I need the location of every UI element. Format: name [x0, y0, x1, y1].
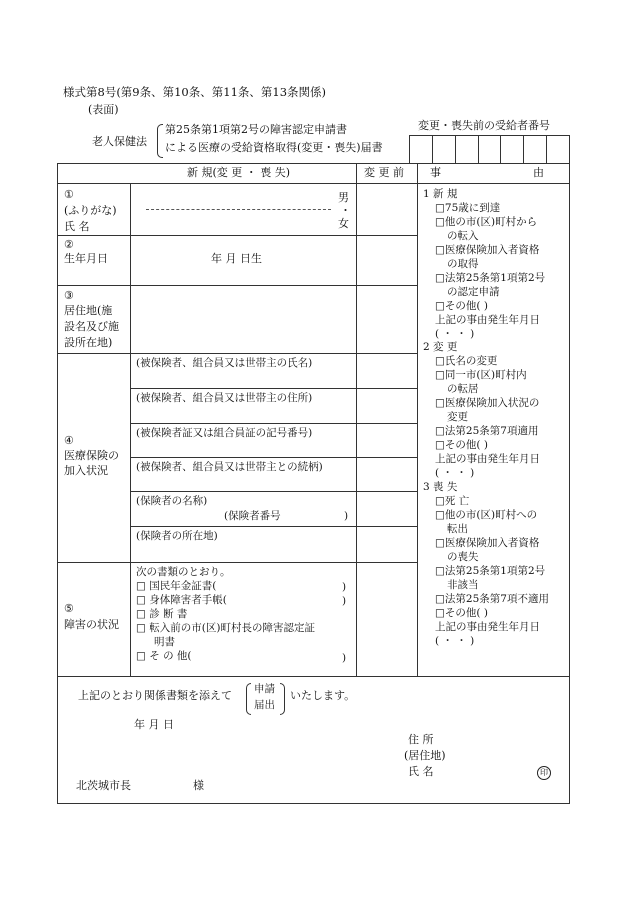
reason-loss-date[interactable]: ( ・ ・ ) [435, 634, 475, 647]
reason-loss-item-cont: の喪失 [447, 550, 479, 563]
reason-change-date[interactable]: ( ・ ・ ) [435, 467, 475, 480]
doc-other[interactable]: □ そ の 他( [136, 649, 192, 662]
reason-loss-item[interactable]: □他の市(区)町村への [435, 508, 538, 521]
statement-text: 上記のとおり関係書類を添えて [78, 689, 232, 702]
sex-male[interactable]: 男 [338, 191, 349, 204]
birthdate-label: 生年月日 [64, 252, 108, 265]
insurer-number-close: ) [344, 510, 349, 522]
row1-number: ① [64, 188, 74, 201]
doc-pension-certificate[interactable]: □ 国民年金証書( [136, 579, 217, 592]
furigana-dotted-line [146, 209, 331, 210]
reason-new-item-cont: の転入 [447, 229, 479, 242]
disability-label: 障害の状況 [64, 618, 119, 631]
birthdate-field[interactable]: 年 月 日生 [211, 252, 262, 265]
reason-new-date[interactable]: ( ・ ・ ) [435, 327, 475, 340]
reason-change-item[interactable]: □法第25条第7項適用 [435, 425, 539, 438]
residence-label-1: 居住地(施 [64, 304, 113, 317]
reason-column [423, 188, 549, 648]
row2-number: ② [64, 238, 74, 251]
residence-label-3: 設所在地) [64, 336, 113, 349]
law-name: 老人保健法 [92, 135, 147, 148]
residence-label-2: 設名及び施 [64, 320, 119, 333]
reason-loss-item[interactable]: □医療保険加入者資格 [435, 536, 540, 549]
table-top-border [57, 163, 570, 164]
reason-loss-item[interactable]: □法第25条第1項第2号 [435, 564, 546, 577]
doc-prior-certificate-cont: 明書 [154, 635, 175, 648]
insured-name-field[interactable]: (被保険者、組合員又は世帯主の氏名) [136, 357, 313, 369]
reason-loss-date-label: 上記の事由発生年月日 [435, 620, 540, 633]
reason-new-item[interactable]: □法第25条第1項第2号 [435, 271, 546, 284]
reason-change-item-cont: 変更 [447, 411, 468, 424]
reason-new-item-cont: の取得 [447, 257, 479, 270]
reason-loss-item-cont: 転出 [447, 522, 468, 535]
furigana-label: (ふりがな) [64, 204, 117, 217]
option-notify[interactable]: 届出 [254, 699, 275, 711]
statement-suffix: いたします。 [290, 689, 356, 702]
option-apply[interactable]: 申請 [254, 683, 275, 695]
insurer-name-field[interactable]: (保険者の名称) [136, 495, 208, 507]
address-label: 住 所 [408, 733, 434, 746]
reason-loss-heading: 3 喪 失 [423, 481, 458, 494]
seal-mark: 印 [537, 766, 551, 780]
reason-change-item[interactable]: □医療保険加入状況の [435, 397, 540, 410]
reason-change-date-label: 上記の事由発生年月日 [435, 453, 540, 466]
document-list [136, 566, 315, 664]
insurer-number-field[interactable]: (保険者番号 [224, 510, 281, 522]
column-header-reason-1: 事 [430, 166, 441, 179]
reason-change-item[interactable]: □氏名の変更 [435, 355, 498, 368]
doc2-close: ) [342, 595, 347, 607]
submission-date[interactable]: 年 月 日 [134, 718, 174, 731]
column-header-reason-2: 由 [533, 166, 544, 179]
recipient-number-label: 変更・喪失前の受給者番号 [418, 119, 550, 132]
reason-loss-item[interactable]: □その他( ) [435, 606, 488, 619]
addressee: 北茨城市長 [76, 779, 131, 792]
option-left-brace [246, 683, 251, 715]
sex-separator: ・ [340, 204, 351, 217]
doc5-close: ) [342, 652, 347, 664]
table-bottom-border [57, 803, 570, 804]
insurance-label-2: 加入状況 [64, 464, 108, 477]
doc-medical-certificate[interactable]: □ 診 断 書 [136, 607, 188, 620]
reason-change-heading: 2 変 更 [423, 341, 458, 354]
column-header-new: 新 規(変 更 ・ 喪 失) [187, 166, 291, 179]
reason-change-item[interactable]: □同一市(区)町村内 [435, 369, 527, 382]
insurance-card-number-field[interactable]: (被保険者証又は組合員証の記号番号) [136, 427, 313, 439]
addressee-honorific: 様 [193, 779, 204, 792]
reason-new-heading: 1 新 規 [423, 188, 458, 200]
title-line-1: 第25条第1項第2号の障害認定申請書 [165, 123, 347, 136]
column-header-before: 変 更 前 [364, 166, 404, 179]
reason-change-item[interactable]: □その他( ) [435, 439, 488, 452]
row4-number: ④ [64, 434, 74, 447]
insurer-address-field[interactable]: (保険者の所在地) [136, 530, 218, 542]
title-brace [157, 124, 163, 158]
doc1-close: ) [342, 581, 347, 593]
insurance-label-1: 医療保険の [64, 449, 119, 462]
reason-new-item[interactable]: □他の市(区)町村から [435, 215, 538, 228]
residence-paren-label: (居住地) [404, 749, 446, 762]
reason-new-item[interactable]: □医療保険加入者資格 [435, 243, 540, 256]
reason-new-date-label: 上記の事由発生年月日 [435, 313, 540, 326]
reason-loss-item[interactable]: □法第25条第7項不適用 [435, 592, 549, 605]
reason-loss-item[interactable]: □死 亡 [435, 494, 470, 507]
reason-new-item[interactable]: □その他( ) [435, 299, 488, 312]
side-label: (表面) [88, 103, 119, 116]
row5-number: ⑤ [64, 602, 74, 615]
reason-change-item-cont: の転居 [447, 383, 479, 396]
doc-prior-certificate[interactable]: □ 転入前の市(区)町村長の障害認定証 [136, 621, 315, 634]
reason-new-item-cont: の認定申請 [447, 285, 500, 298]
reason-loss-item-cont: 非該当 [447, 578, 479, 591]
option-right-brace [280, 683, 285, 715]
reason-new-item[interactable]: □75歳に到達 [435, 201, 501, 214]
document-intro: 次の書類のとおり。 [136, 566, 231, 578]
form-number: 様式第8号(第9条、第10条、第11条、第13条関係) [63, 85, 327, 99]
applicant-name-label: 氏 名 [408, 765, 434, 778]
doc-disability-handbook[interactable]: □ 身体障害者手帳( [136, 593, 227, 606]
insured-address-field[interactable]: (被保険者、組合員又は世帯主の住所) [136, 392, 313, 404]
relationship-field[interactable]: (被保険者、組合員又は世帯主との続柄) [136, 461, 323, 473]
row3-number: ③ [64, 289, 74, 302]
name-label: 氏 名 [64, 220, 90, 233]
title-line-2: による医療の受給資格取得(変更・喪失)届書 [165, 141, 383, 154]
sex-female[interactable]: 女 [338, 217, 349, 230]
